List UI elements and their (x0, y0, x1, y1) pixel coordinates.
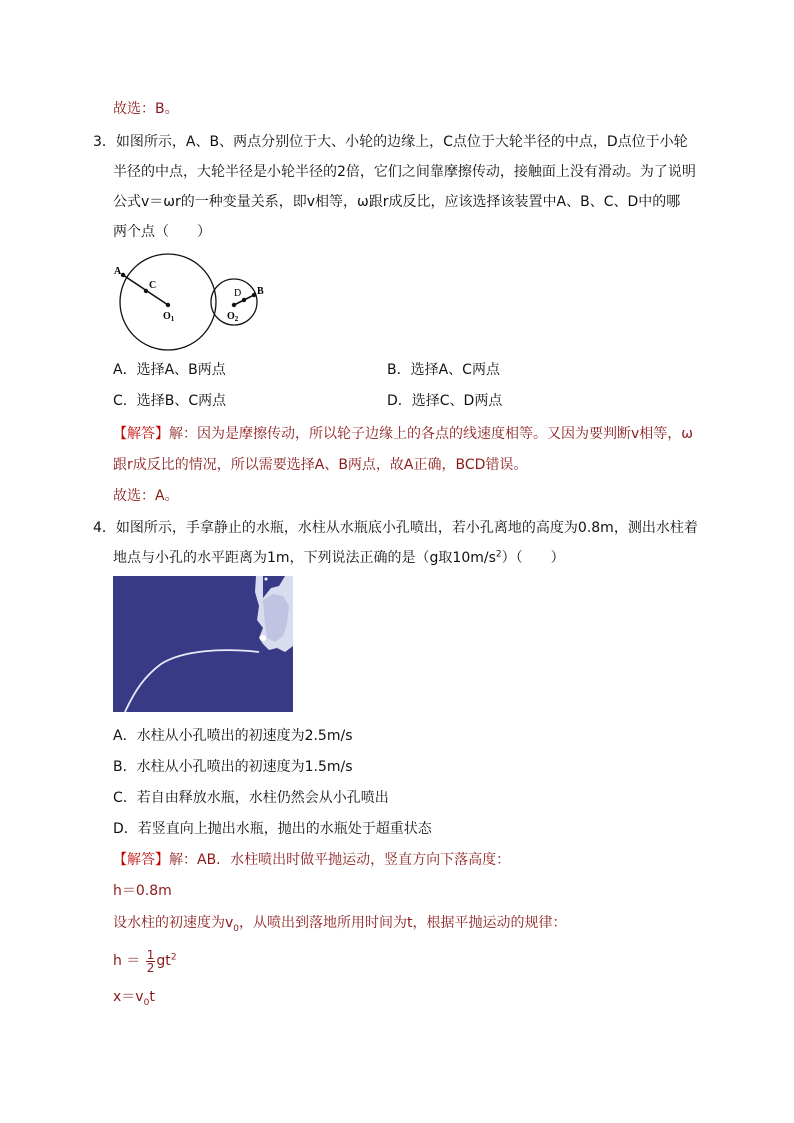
q3-stem-line-1 (93, 132, 688, 152)
q4-stem-text-1: 如图所示，手拿静止的水瓶，水柱从水瓶底小孔喷出，若小孔离地的高度为0.8m，测出水柱着 (115, 520, 698, 536)
q3-solution-line-1 (113, 424, 693, 444)
q4-solution-tag: 【解答】 (113, 852, 169, 868)
center-o1-dot (166, 303, 170, 307)
q4-equation-horizontal (113, 987, 155, 1007)
q4-solution-line-1 (113, 850, 510, 870)
q4-solution-line-2 (113, 913, 567, 933)
q3-option-a: A．选择A、B两点 (113, 362, 226, 378)
q3-solution-line-2: 跟r成反比的情况，所以需要选择A、B两点，故A正确，BCD错误。 (113, 457, 528, 473)
q3-option-b: B．选择A、C两点 (387, 362, 500, 378)
q4-solution-text-2: 设水柱的初速度为v (113, 915, 234, 931)
label-b: B (257, 286, 264, 297)
wheels-figure (108, 252, 278, 354)
q3-option-c: C．选择B、C两点 (113, 393, 227, 409)
center-o2-dot (232, 303, 236, 307)
label-a: A (114, 266, 122, 277)
q4-stem-text-2: 地点与小孔的水平距离为1m，下列说法正确的是（g取10m/s (113, 550, 496, 566)
q3-stem-line-4: 两个点（ ） (113, 224, 211, 240)
q4-equation-h: h＝0.8m (113, 883, 172, 899)
q3-stem-text-1: 如图所示，A、B、两点分别位于大、小轮的边缘上，C点位于大轮半径的中点，D点位于小轮 (115, 134, 688, 150)
q4-equation-free-fall (113, 946, 177, 976)
q4-eq3-sub: 0 (143, 997, 150, 1008)
q4-stem-sup: 2 (495, 549, 502, 560)
water-bottle-photo (113, 576, 293, 712)
q4-option-b: B．水柱从小孔喷出的初速度为1.5m/s (113, 759, 353, 775)
q4-number: 4． (93, 520, 116, 536)
label-c: C (149, 280, 157, 291)
q4-stem-text-2-post: ）（ ） (501, 550, 565, 566)
q4-eq3-left: x＝v (113, 989, 144, 1005)
q3-stem-line-2: 半径的中点，大轮半径是小轮半径的2倍，它们之间靠摩擦传动，接触面上没有滑动。为了说明 (113, 164, 696, 180)
q3-number: 3． (93, 134, 116, 150)
q3-stem-line-3: 公式v＝ωr的一种变量关系，即v相等，ω跟r成反比，应该选择该装置中A、B、C、D中的哪 (113, 194, 681, 210)
point-d-dot (242, 298, 246, 302)
q3-answer: 故选：A。 (113, 488, 179, 504)
q4-option-a: A．水柱从小孔喷出的初速度为2.5m/s (113, 728, 353, 744)
q4-stem-line-2 (113, 548, 565, 568)
q4-stem-line-1 (93, 518, 698, 538)
q4-eq2-left: h ＝ (113, 953, 141, 969)
q3-solution-text-1: 解：因为是摩擦传动，所以轮子边缘上的各点的线速度相等。又因为要判断v相等，ω (169, 426, 694, 442)
q2-answer: 故选：B。 (113, 101, 179, 117)
q3-option-d: D．选择C、D两点 (387, 393, 503, 409)
q4-eq2-gt: gt (156, 953, 171, 969)
label-d: D (234, 288, 242, 299)
large-wheel (120, 254, 216, 350)
q4-option-d: D．若竖直向上抛出水瓶，抛出的水瓶处于超重状态 (113, 821, 432, 837)
q4-solution-text-2-post: ，从喷出到落地所用时间为t，根据平抛运动的规律： (239, 915, 567, 931)
q4-eq3-right: t (149, 989, 155, 1005)
point-b-dot (252, 293, 256, 297)
q4-fraction-half: $\frac{1}{2}$ (146, 947, 155, 975)
q4-eq2-sup: 2 (170, 952, 177, 963)
point-c-dot (144, 289, 148, 293)
water-drop (260, 635, 266, 641)
q4-v0-sub: 0 (233, 923, 240, 934)
label-o1: $O_1$ (163, 311, 175, 323)
q4-solution-text-1: 解：AB．水柱喷出时做平抛运动，竖直方向下落高度： (169, 852, 511, 868)
q3-solution-tag: 【解答】 (113, 426, 169, 442)
label-o2: $O_2$ (227, 311, 239, 323)
q4-option-c: C．若自由释放水瓶，水柱仍然会从小孔喷出 (113, 790, 389, 806)
point-a-dot (121, 273, 125, 277)
water-drop-top (265, 578, 268, 581)
